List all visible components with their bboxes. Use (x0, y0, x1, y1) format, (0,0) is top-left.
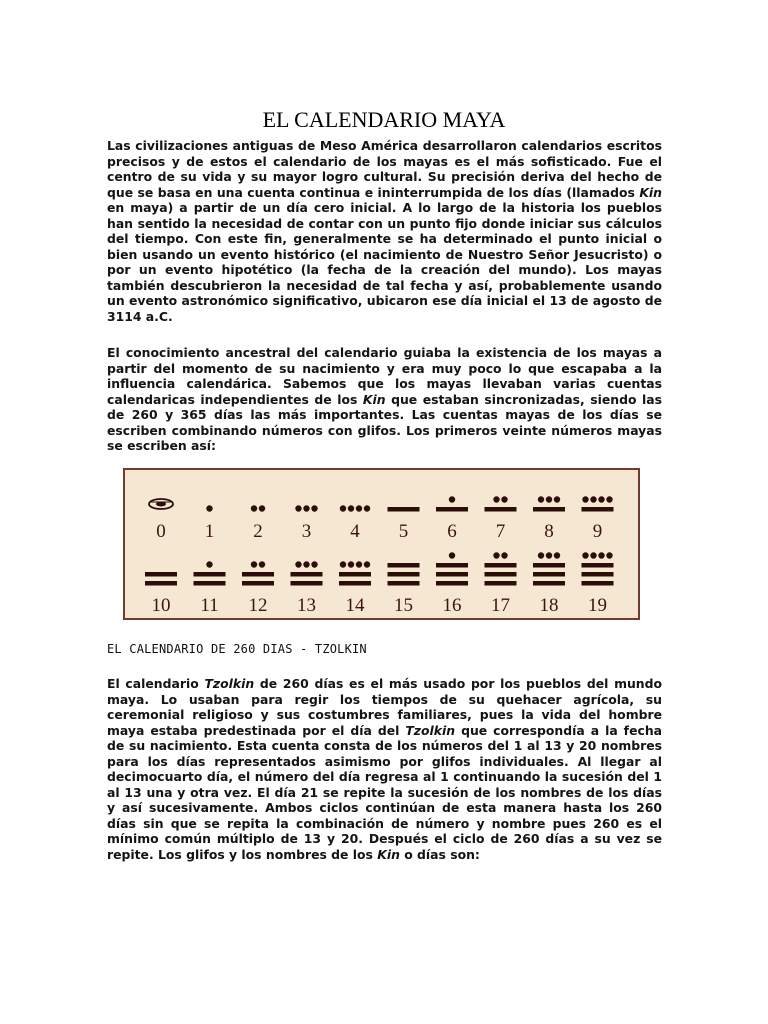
knowledge-text-2: que estaban sincronizadas, siendo las de 260 y 365 días las más importantes. Las cuentas mayas de los días se escriben combinando números con glifos. Los primeros veinte números mayas se escriben así: (107, 391, 662, 453)
numeral-12-label: 12 (248, 595, 268, 616)
section-heading: EL CALENDARIO DE 260 DIAS - TZOLKIN (107, 642, 367, 656)
numeral-19-bar (582, 563, 614, 568)
numeral-14-dot (364, 561, 370, 567)
numeral-8-dot (538, 496, 544, 502)
numeral-15-label: 15 (394, 595, 413, 616)
intro-text-1: Las civilizaciones antiguas de Meso América desarrollaron calendarios escritos precisos y de estos el calendario de los mayas es el más sofisticado. Fue el centro de su vida y su mayor logro cultural. Su precisión deriva del hecho de que se basa en una cuenta continua e ininterrumpida de los días (llamados (107, 138, 662, 200)
tzolkin-text-3: que correspondía a la fecha de su nacimiento. Esta cuenta consta de los números del 1 al 13 y 20 nombres para los días representados asimismo por glifos individuales. Al llegar al decimocuarto día, el número del día regresa al 1 continuando la sucesión del 1 al 13 una y otra vez. El día 21 se repite la sucesión de los nombres de los días y así sucesivamente. Ambos ciclos continúan de esta manera hasta los 260 días sin que se repita la combinación de número y nombre pues 260 es el mínimo común múltiplo de 13 y 20. Después el ciclo de 260 días a su vez se repite. Los glifos y los nombres de los (107, 722, 662, 862)
numeral-14-dot (340, 561, 346, 567)
numeral-5-bar (388, 507, 420, 512)
numeral-17-dot (493, 552, 499, 558)
numeral-6-dot (449, 496, 455, 502)
numeral-5-label: 5 (398, 521, 409, 542)
maya-numerals-figure (123, 468, 640, 620)
numeral-13-dot (311, 561, 317, 567)
numeral-11-dot (206, 561, 212, 567)
numeral-7-dot (493, 496, 499, 502)
numeral-9-bar (582, 507, 614, 512)
numeral-12-dot (259, 561, 265, 567)
numeral-18-bar (533, 563, 565, 568)
numeral-12-bar (242, 581, 274, 586)
numeral-3-dot (295, 505, 301, 511)
numeral-2-dot (251, 505, 257, 511)
numeral-9-dot (590, 496, 596, 502)
numeral-16-dot (449, 552, 455, 558)
numeral-7-dot (501, 496, 507, 502)
numeral-8-label: 8 (544, 521, 554, 542)
kin-term: Kin (362, 391, 386, 407)
numeral-14-dot (348, 561, 354, 567)
numeral-11-label: 11 (200, 595, 219, 616)
numeral-12-bar (242, 572, 274, 577)
numeral-10-bar (145, 581, 177, 586)
numeral-16-bar (436, 572, 468, 577)
tzolkin-text-2: de 260 días es el más usado por los pueblos del mundo maya. Lo usaban para regir los tiempos de su quehacer agrícola, su ceremonial religioso y sus costumbres familiares, pues la vida del hombre maya estaba predestinada por el día del (107, 676, 662, 738)
numeral-7-bar (485, 507, 517, 512)
intro-text-2: en maya) a partir de un día cero inicial. A lo largo de la historia los pueblos han sentido la necesidad de contar con un punto fijo donde iniciar sus cálculos del tiempo. Con este fin, generalmente se ha determinado el punto inicial o bien usando un evento histórico (el nacimiento de Nuestro Señor Jesucristo) o por un evento hipotético (la fecha de la creación del mundo). Los mayas también descubrieron la necesidad de tal fecha y así, probablemente usando un evento astronómico significativo, ubicaron ese día inicial el 13 de agosto de 3114 a.C. (107, 200, 662, 324)
numeral-18-dot (538, 552, 544, 558)
numeral-15-bar (388, 581, 420, 586)
numeral-16-bar (436, 581, 468, 586)
numeral-15-bar (388, 563, 420, 568)
numeral-2-label: 2 (253, 521, 263, 542)
numeral-4-dot (364, 505, 370, 511)
numeral-19-bar (582, 581, 614, 586)
numeral-15-bar (388, 572, 420, 577)
kin-term: Kin (639, 184, 662, 200)
numeral-19-bar (582, 572, 614, 577)
numeral-19-dot (598, 552, 604, 558)
numeral-4-label: 4 (350, 521, 360, 542)
numeral-3-dot (311, 505, 317, 511)
numeral-19-dot (590, 552, 596, 558)
numeral-4-dot (356, 505, 362, 511)
numeral-19-dot (582, 552, 588, 558)
numeral-18-bar (533, 572, 565, 577)
tzolkin-term: Tzolkin (204, 676, 255, 691)
tzolkin-term: Tzolkin (405, 722, 456, 738)
intro-paragraph (107, 138, 662, 324)
numeral-18-bar (533, 581, 565, 586)
numeral-13-dot (303, 561, 309, 567)
numeral-9-dot (582, 496, 588, 502)
numeral-18-label: 18 (539, 595, 559, 616)
numeral-7-label: 7 (495, 521, 506, 542)
numeral-4-dot (348, 505, 354, 511)
numeral-14-dot (356, 561, 362, 567)
numeral-9-dot (598, 496, 604, 502)
numeral-9-label: 9 (592, 521, 603, 542)
numeral-17-bar (485, 563, 517, 568)
kin-term: Kin (377, 846, 400, 862)
numeral-3-label: 3 (301, 521, 312, 542)
numeral-16-bar (436, 563, 468, 568)
numeral-18-dot (546, 552, 552, 558)
numeral-8-dot (546, 496, 552, 502)
maya-numerals-svg (125, 470, 638, 618)
numeral-14-bar (339, 581, 371, 586)
numeral-17-bar (485, 581, 517, 586)
numeral-14-bar (339, 572, 371, 577)
numeral-2-dot (259, 505, 265, 511)
numeral-13-dot (295, 561, 301, 567)
numeral-10-label: 10 (151, 595, 171, 616)
numeral-17-dot (501, 552, 507, 558)
numeral-13-label: 13 (297, 595, 316, 616)
numeral-0-label: 0 (156, 521, 166, 542)
numeral-12-dot (251, 561, 257, 567)
numeral-1-label: 1 (204, 521, 215, 542)
tzolkin-text-1: El calendario (107, 676, 205, 691)
numeral-8-bar (533, 507, 565, 512)
numeral-17-bar (485, 572, 517, 577)
numeral-13-bar (291, 581, 323, 586)
knowledge-text-1: El conocimiento ancestral del calendario guiaba la existencia de los mayas a partir del momento de su nacimiento y era muy poco lo que escapaba a la influencia calendárica. Sabemos que los mayas llevaban varias cuentas calendaricas independientes de los (107, 345, 662, 407)
numeral-11-bar (194, 581, 226, 586)
numeral-6-bar (436, 507, 468, 512)
numeral-3-dot (303, 505, 309, 511)
numeral-13-bar (291, 572, 323, 577)
numeral-11-bar (194, 572, 226, 577)
tzolkin-paragraph (107, 676, 662, 862)
numeral-19-label: 19 (588, 595, 607, 616)
numeral-10-bar (145, 572, 177, 577)
page-title: EL CALENDARIO MAYA (262, 106, 506, 132)
numeral-16-label: 16 (442, 595, 462, 616)
knowledge-paragraph (107, 345, 662, 454)
numeral-9-dot (606, 496, 612, 502)
numeral-4-dot (340, 505, 346, 511)
numeral-17-label: 17 (491, 595, 510, 616)
numeral-1-dot (206, 505, 212, 511)
numeral-8-dot (554, 496, 560, 502)
numeral-14-label: 14 (345, 595, 365, 616)
numeral-19-dot (606, 552, 612, 558)
numeral-18-dot (554, 552, 560, 558)
numeral-6-label: 6 (447, 521, 457, 542)
tzolkin-text-4: o días son: (399, 846, 480, 862)
